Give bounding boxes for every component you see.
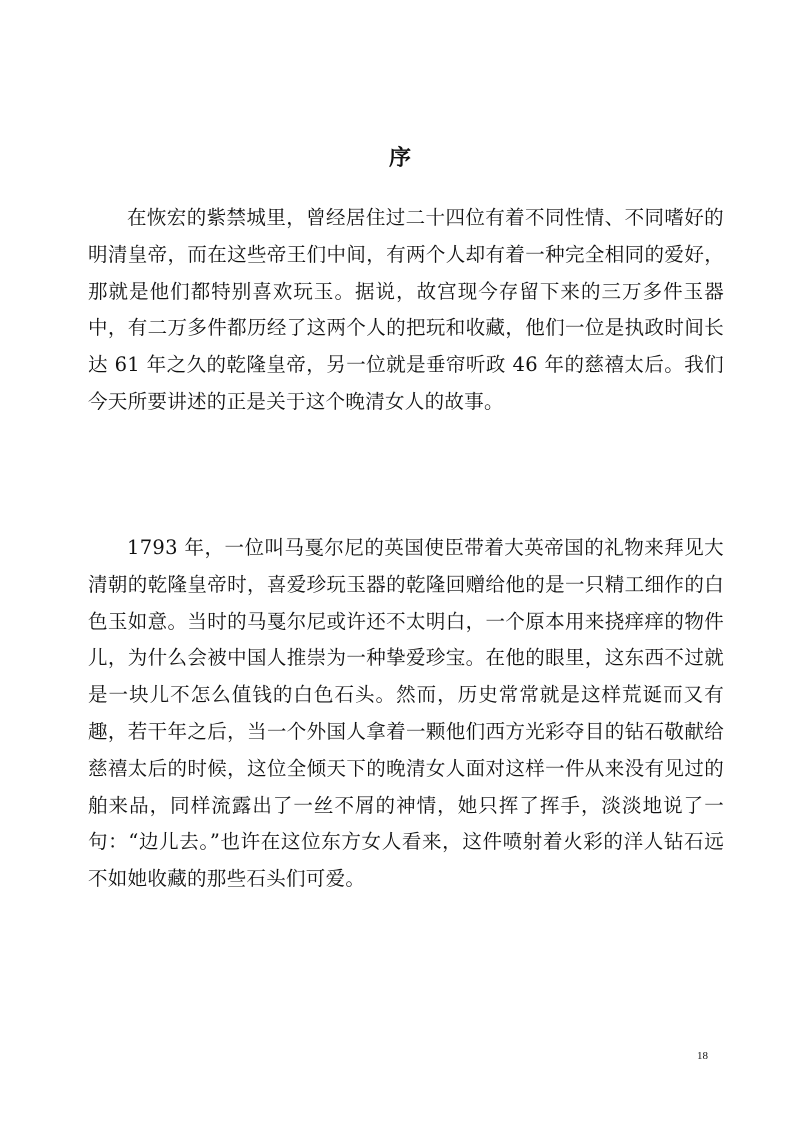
- paragraph-1: 在恢宏的紫禁城里，曾经居住过二十四位有着不同性情、不同嗜好的明清皇帝，而在这些帝王们中间，有两个人却有着一种完全相同的爱好，那就是他们都特别喜欢玩玉。据说，故宫现今存留下来的三万多件玉器中，有二万多件都历经了这两个人的把玩和收藏，他们一位是执政时间长达 61 年之久的乾隆皇帝，另一位就是垂帘听政 46 年的慈禧太后。我们今天所要讲述的正是关于这个晚清女人的故事。: [88, 206, 724, 413]
- page-title: 序: [388, 145, 411, 171]
- page-number: 18: [697, 1050, 708, 1062]
- paragraph-2: 1793 年，一位叫马戛尔尼的英国使臣带着大英帝国的礼物来拜见大清朝的乾隆皇帝时，喜爱珍玩玉器的乾隆回赠给他的是一只精工细作的白色玉如意。当时的马戛尔尼或许还不太明白，一个原本用来挠痒痒的物件儿，为什么会被中国人推崇为一种挚爱珍宝。在他的眼里，这东西不过就是一块儿不怎么值钱的白色石头。然而，历史常常就是这样荒诞而又有趣，若干年之后，当一个外国人拿着一颗他们西方光彩夺目的钻石敬献给慈禧太后的时候，这位全倾天下的晚清女人面对这样一件从来没有见过的舶来品，同样流露出了一丝不屑的神情，她只挥了挥手，淡淡地说了一句：“边儿去。”也许在这位东方女人看来，这件喷射着火彩的洋人钻石远不如她收藏的那些石头们可爱。: [88, 536, 724, 891]
